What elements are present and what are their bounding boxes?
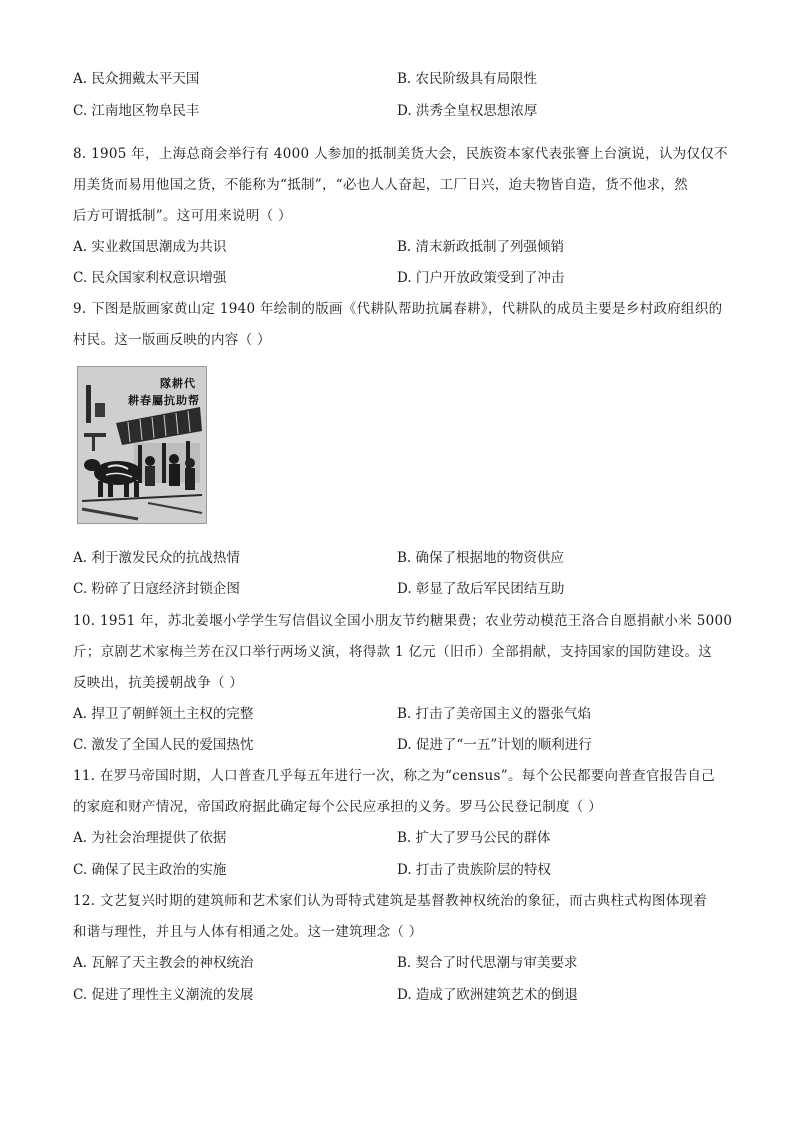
q10-stem-line-1: 10. 1951 年，苏北姜堰小学学生写信倡议全国小朋友节约糖果费；农业劳动模范王洛合自愿捐献小米 5000 bbox=[73, 613, 733, 629]
woodcut-title-line-2: 耕春屬抗助帮 bbox=[128, 394, 200, 407]
q10-option-d: D. 促进了“一五”计划的顺利进行 bbox=[397, 737, 592, 753]
q7-option-a: A. 民众拥戴太平天国 bbox=[73, 71, 200, 87]
q9-stem-line-2: 村民。这一版画反映的内容（ ） bbox=[73, 332, 271, 348]
q11-stem-line-1: 11. 在罗马帝国时期，人口普查几乎每五年进行一次，称之为“census”。每个公民都要向普查官报告自己 bbox=[73, 768, 715, 784]
q8-stem-line-1: 8. 1905 年，上海总商会举行有 4000 人参加的抵制美货大会，民族资本家代表张謇上台演说，认为仅仅不 bbox=[73, 146, 728, 162]
q12-stem-line-1: 12. 文艺复兴时期的建筑师和艺术家们认为哥特式建筑是基督教神权统治的象征，而古典柱式构图体现着 bbox=[73, 893, 708, 909]
q12-option-b: B. 契合了时代思潮与审美要求 bbox=[397, 955, 578, 971]
q12-option-d: D. 造成了欧洲建筑艺术的倒退 bbox=[397, 987, 578, 1003]
q7-option-c: C. 江南地区物阜民丰 bbox=[73, 103, 200, 119]
q12-stem-line-2: 和谐与理性，并且与人体有相通之处。这一建筑理念（ ） bbox=[73, 924, 423, 940]
q9-option-a: A. 利于激发民众的抗战热情 bbox=[73, 550, 240, 566]
q7-option-b: B. 农民阶级具有局限性 bbox=[397, 71, 538, 87]
q9-option-b: B. 确保了根据地的物资供应 bbox=[397, 550, 565, 566]
q10-option-a: A. 捍卫了朝鲜领土主权的完整 bbox=[73, 706, 254, 722]
q10-option-b: B. 打击了美帝国主义的嚣张气焰 bbox=[397, 706, 592, 722]
q11-option-b: B. 扩大了罗马公民的群体 bbox=[397, 830, 551, 846]
q10-stem-line-3: 反映出，抗美援朝战争（ ） bbox=[73, 675, 244, 691]
q8-option-a: A. 实业救国思潮成为共识 bbox=[73, 239, 227, 255]
q7-option-d: D. 洪秀全皇权思想浓厚 bbox=[397, 103, 538, 119]
woodcut-illustration bbox=[78, 367, 206, 523]
woodcut-title-line-1: 隊耕代 bbox=[160, 377, 196, 390]
q12-option-a: A. 瓦解了天主教会的神权统治 bbox=[73, 955, 254, 971]
q9-option-c: C. 粉碎了日寇经济封锁企图 bbox=[73, 581, 240, 597]
q8-stem-line-2: 用美货而易用他国之货，不能称为“抵制”，“必也人人奋起，工厂日兴，迨夫物皆自造，货不他求，然 bbox=[73, 177, 689, 193]
q8-stem-line-3: 后方可谓抵制”。这可用来说明（ ） bbox=[73, 208, 292, 224]
q8-option-c: C. 民众国家利权意识增强 bbox=[73, 270, 227, 286]
q10-option-c: C. 激发了全国人民的爱国热忱 bbox=[73, 737, 254, 753]
q12-option-c: C. 促进了理性主义潮流的发展 bbox=[73, 987, 254, 1003]
q11-option-d: D. 打击了贵族阶层的特权 bbox=[397, 862, 551, 878]
woodcut-print-image bbox=[77, 366, 207, 524]
q11-option-a: A. 为社会治理提供了依据 bbox=[73, 830, 227, 846]
q8-option-b: B. 清末新政抵制了列强倾销 bbox=[397, 239, 565, 255]
q10-stem-line-2: 斤；京剧艺术家梅兰芳在汉口举行两场义演，将得款 1 亿元（旧币）全部捐献，支持国家的国防建设。这 bbox=[73, 644, 713, 660]
q11-option-c: C. 确保了民主政治的实施 bbox=[73, 862, 227, 878]
q8-option-d: D. 门户开放政策受到了冲击 bbox=[397, 270, 565, 286]
q9-option-d: D. 彰显了敌后军民团结互助 bbox=[397, 581, 565, 597]
q11-stem-line-2: 的家庭和财产情况，帝国政府据此确定每个公民应承担的义务。罗马公民登记制度（ ） bbox=[73, 799, 602, 815]
q9-stem-line-1: 9. 下图是版画家黄山定 1940 年绘制的版画《代耕队帮助抗属春耕》，代耕队的成员主要是乡村政府组织的 bbox=[73, 301, 723, 317]
